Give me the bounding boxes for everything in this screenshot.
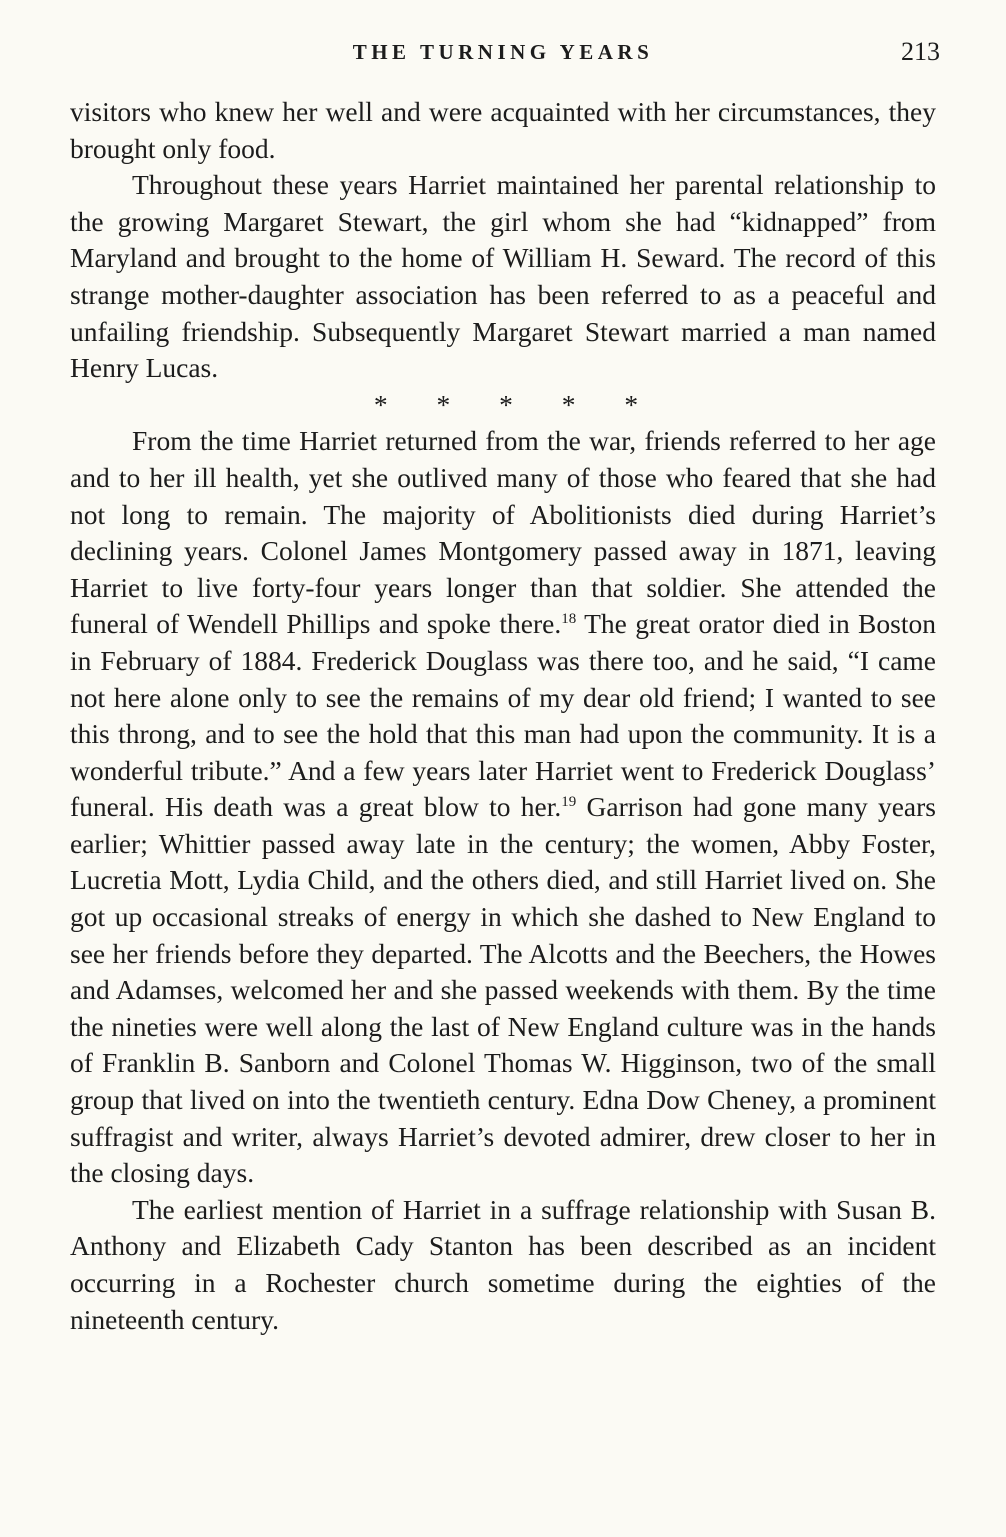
section-separator: * * * * * <box>373 388 639 420</box>
footnote-marker: 19 <box>561 794 577 811</box>
paragraph-continued: visitors who knew her well and were acquainted with her circumstances, they brought only food. <box>70 96 936 164</box>
page-number: 213 <box>901 37 940 66</box>
paragraph-text: From the time Harriet returned from the war, friends referred to her age and to her ill health, yet she outlived many of those who feared that she had not long to remain. The majority of Abolitionists died during Harriet’s declining years. Colonel James Montgomery passed away in 1871, leaving Harriet to live forty-four years longer than that soldier. She attended the funeral of Wendell Phillips and spoke there. <box>70 425 936 640</box>
paragraph-margaret-stewart: Throughout these years Harriet maintained her parental relationship to the growing Margaret Stewart, the girl whom she had “kidnapped” from Maryland and brought to the home of William H. Seward. The record of this strange mother-daughter association has been referred to as a peaceful and unfailing friendship. Subsequently Margaret Stewart married a man named Henry Lucas. <box>70 169 936 384</box>
paragraph-suffrage: The earliest mention of Harriet in a suffrage relationship with Susan B. Anthony and Elizabeth Cady Stanton has been described as an incident occurring in a Rochester church sometime during the eighties of the nineteenth century. <box>70 1193 936 1335</box>
page-body <box>70 94 936 1338</box>
paragraph-text: Garrison had gone many years earlier; Whittier passed away late in the century; the women, Abby Foster, Lucretia Mott, Lydia Child, and the others died, and still Harriet lived on. She got up occasional streaks of energy in which she dashed to New England to see her friends before they departed. The Alcotts and the Beechers, the Howes and Adamses, welcomed her and she passed weekends with them. By the time the nineties were well along the last of New England culture was in the hands of Franklin B. Sanborn and Colonel Thomas W. Higginson, two of the small group that lived on into the twentieth century. Edna Dow Cheney, a prominent suffragist and writer, always Harriet’s devoted admirer, drew closer to her in the closing days. <box>70 791 936 1189</box>
running-head <box>0 36 1006 68</box>
running-head-title: THE TURNING YEARS <box>352 40 654 64</box>
paragraph-abolitionists <box>70 423 936 1191</box>
footnote-marker: 18 <box>561 611 577 628</box>
paragraph-text: The great orator died in Boston in February of 1884. Frederick Douglass was there too, and he said, “I came not here alone only to see the remains of my dear old friend; I wanted to see this throng, and to see the hold that this man had upon the community. It is a wonderful tribute.” And a few years later Harriet went to Frederick Douglass’ funeral. His death was a great blow to her. <box>70 608 936 823</box>
